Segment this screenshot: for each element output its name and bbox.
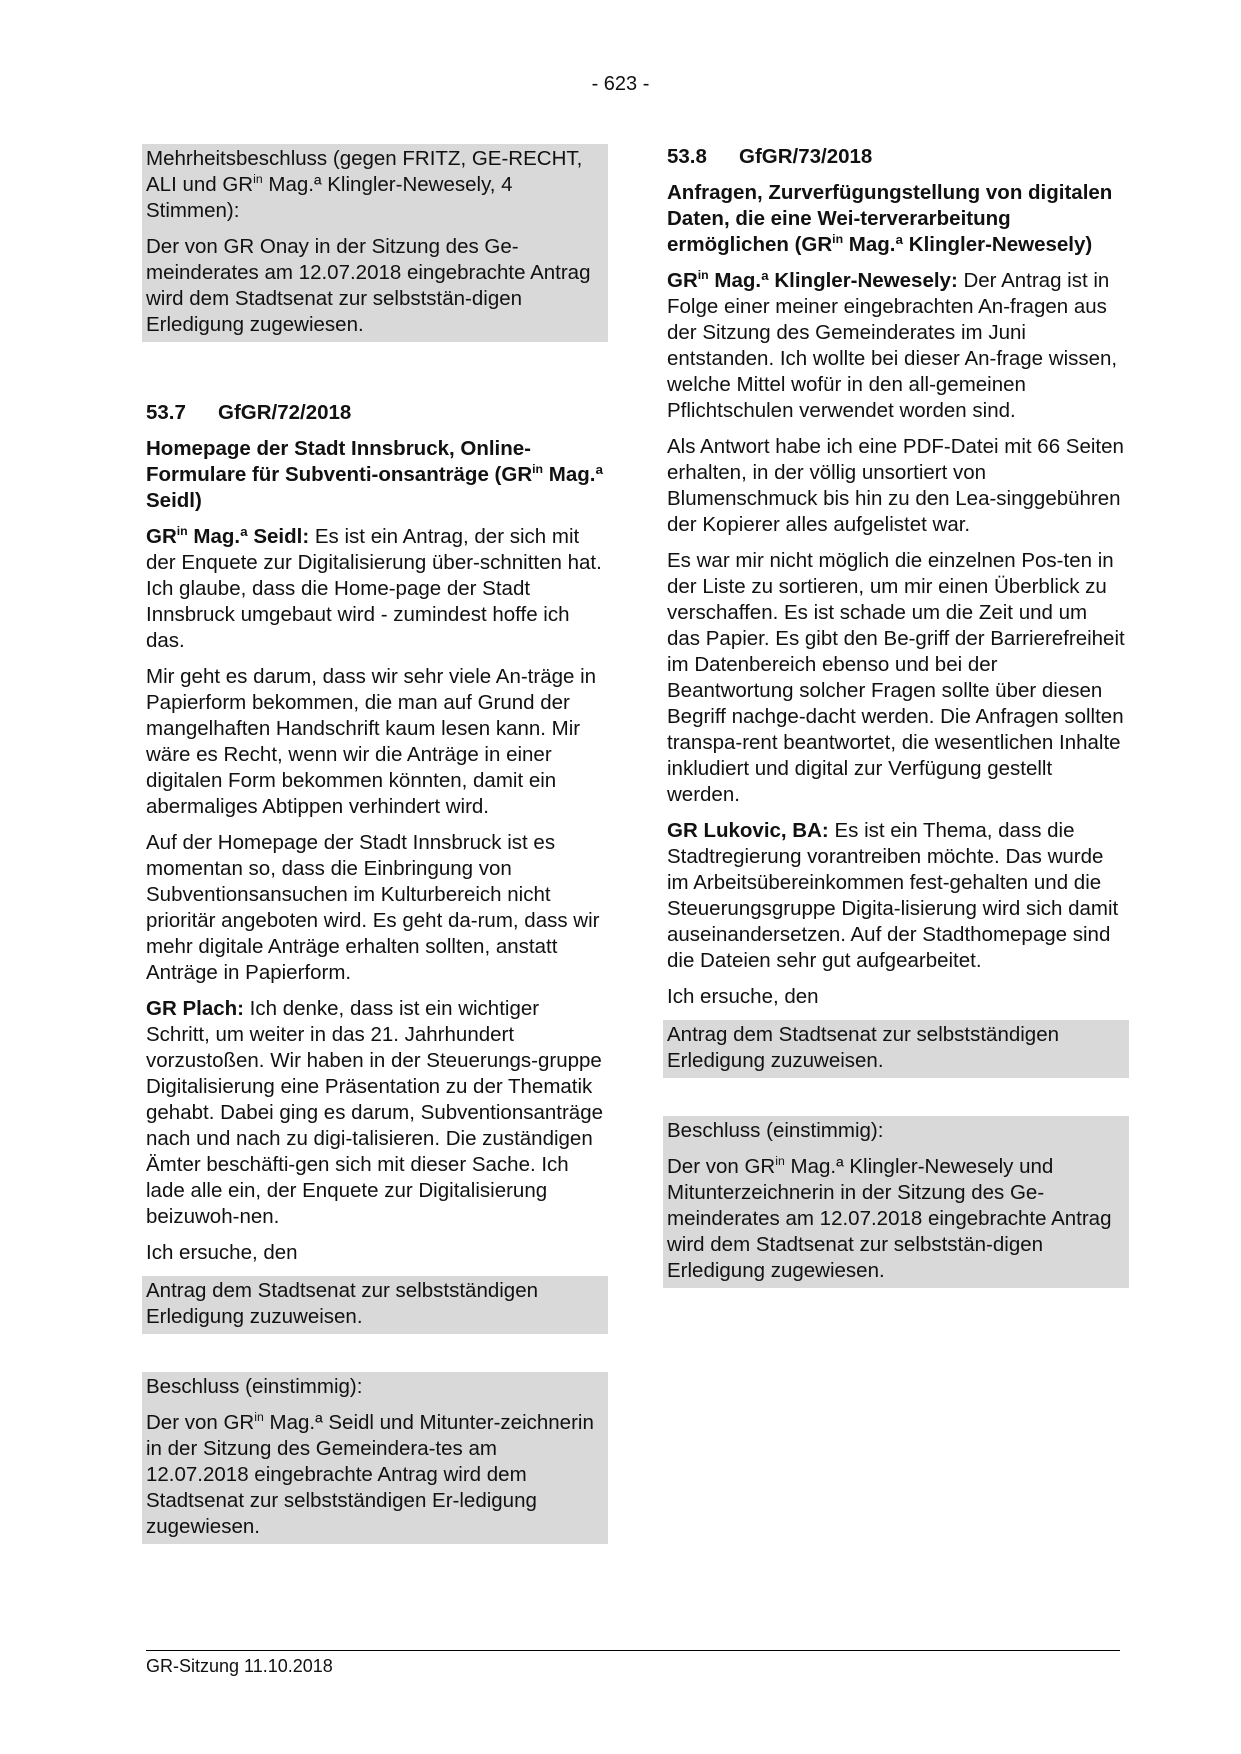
motion-box [142,1276,608,1334]
section-heading-53-8 [667,144,1125,170]
paragraph-lukovic: GR Lukovic, BA: Es ist ein Thema, dass die Stadtregierung vorantreiben möchte. Das wurde im Arbeitsübereinkommen fest-gehalten und die Steuerungsgruppe Digita-lisierung wird sich damit auseinandersetzen. Auf der Stadthomepage sind die Dateien sehr gut aufgearbeitet. [667,819,1119,972]
paragraph-seidl: $GR^{in}$ Mag.ª Seidl: Es ist ein Antrag, der sich mit der Enquete zur Digitalisierung über-schnitten hat. Ich glaube, dass die Home-page der Stadt Innsbruck umgebaut wird - zumindest hoffe ich das. [146,524,602,652]
motion-box [663,1020,1129,1078]
paragraph-plach: GR Plach: Ich denke, dass ist ein wichtiger Schritt, um weiter in das 21. Jahrhundert vorzustoßen. Wir haben in der Steuerungs-gruppe Digitalisierung eine Präsentation zu der Thematik gehabt. Dabei ging es darum, Subventionsanträge nach und nach zu digi-talisieren. Die zuständigen Ämter beschäfti-gen sich mit dieser Sache. Ich lade alle ein, der Enquete zur Digitalisierung beizuwoh-nen. [146,997,604,1228]
left-column [146,144,604,1544]
speaker-name: $GR^{in}$ Mag.ª Seidl: [146,524,310,548]
section-subject: Homepage der Stadt Innsbruck, Online-Formulare für Subventi-onsanträge ($GR^{in}$ Mag.ª Seidl) [146,437,604,512]
decision-box [142,1372,608,1544]
paragraph-klingler: $GR^{in}$ Mag.ª Klingler-Newesely: Der Antrag ist in Folge einer meiner eingebrachten An-fragen aus der Sitzung des Gemeinderates im Juni entstanden. Ich wollte bei dieser An-frage wissen, welche Mittel wofür in den all-gemeinen Pflichtschulen verwendet worden sind. [667,268,1118,422]
speaker-name: GR Plach: [146,997,244,1020]
page-number: - 623 - [591,73,650,95]
speaker-name: $GR^{in}$ Mag.ª Klingler-Newesely: [667,268,958,292]
section-heading-53-7 [146,400,604,426]
section-subject: Anfragen, Zurverfügungstellung von digitalen Daten, die eine Wei-terverarbeitung ermöglichen ($GR^{in}$ Mag.ª Klingler-Newesely) [667,181,1113,256]
decision-text: Der von $GR^{in}$ Mag.ª Seidl und Mitunter-zeichnerin in der Sitzung des Gemeindera-tes am 12.07.2018 eingebrachte Antrag wird dem Stadtsenat zur selbstständigen Er-ledigung zugewiesen. [146,1410,594,1538]
section-number: 53.7 [146,401,186,424]
footer-text: GR-Sitzung 11.10.2018 [146,1656,333,1676]
section-code: GfGR/72/2018 [218,401,352,424]
intro-decision-heading: Mehrheitsbeschluss (gegen FRITZ, GE-RECHT, ALI und $GR^{in}$ Mag.ª Klingler-Newesely, 4 Stimmen): [146,147,583,222]
paragraph: Mir geht es darum, dass wir sehr viele An-träge in Papierform bekommen, die man auf Grund der mangelhaften Handschrift kaum lesen kann. Mir wäre es Recht, wenn wir die Anträge in einer digitalen Form bekommen könnten, damit ein abermaliges Abtippen verhindert wird. [146,665,597,818]
request-line: Ich ersuche, den [667,985,819,1008]
speaker-name: GR Lukovic, BA: [667,819,829,842]
footer-divider [146,1650,1120,1651]
paragraph: Auf der Homepage der Stadt Innsbruck ist es momentan so, dass die Einbringung von Subventionsansuchen im Kulturbereich nicht prioritär angeboten wird. Es geht da-rum, dass wir mehr digitale Anträge erhalten sollten, anstatt Anträge in Papierform. [146,831,600,984]
motion-text: Antrag dem Stadtsenat zur selbstständigen Erledigung zuzuweisen. [146,1279,539,1328]
request-line: Ich ersuche, den [146,1241,298,1264]
intro-decision-box [142,144,608,342]
decision-heading: Beschluss (einstimmig): [667,1119,884,1142]
decision-box [663,1116,1129,1288]
decision-text: Der von $GR^{in}$ Mag.ª Klingler-Newesely und Mitunterzeichnerin in der Sitzung des Ge-meinderates am 12.07.2018 eingebrachte Antrag wird dem Stadtsenat zur selbststän-digen Erledigung zugewiesen. [667,1154,1112,1282]
right-column [667,144,1125,1288]
motion-text: Antrag dem Stadtsenat zur selbstständigen Erledigung zuzuweisen. [667,1023,1060,1072]
section-number: 53.8 [667,145,707,168]
paragraph: Es war mir nicht möglich die einzelnen Pos-ten in der Liste zu sortieren, um mir einen Überblick zu verschaffen. Es ist schade um die Zeit und um das Papier. Es gibt den Be-griff der Barrierefreiheit im Datenbereich ebenso und bei der Beantwortung solcher Fragen sollte über diesen Begriff nachge-dacht werden. Die Anfragen sollten transpa-rent beantwortet, die wesentlichen Inhalte inkludiert und digital zur Verfügung gestellt werden. [667,549,1125,806]
intro-decision-text: Der von GR Onay in der Sitzung des Ge-meinderates am 12.07.2018 eingebrachte Antrag wird dem Stadtsenat zur selbststän-digen Erledigung zugewiesen. [146,235,591,336]
paragraph: Als Antwort habe ich eine PDF-Datei mit 66 Seiten erhalten, in der völlig unsortiert von Blumenschmuck bis hin zu den Lea-singgebühren der Kopierer alles aufgelistet war. [667,435,1124,536]
decision-heading: Beschluss (einstimmig): [146,1375,363,1398]
section-code: GfGR/73/2018 [739,145,873,168]
